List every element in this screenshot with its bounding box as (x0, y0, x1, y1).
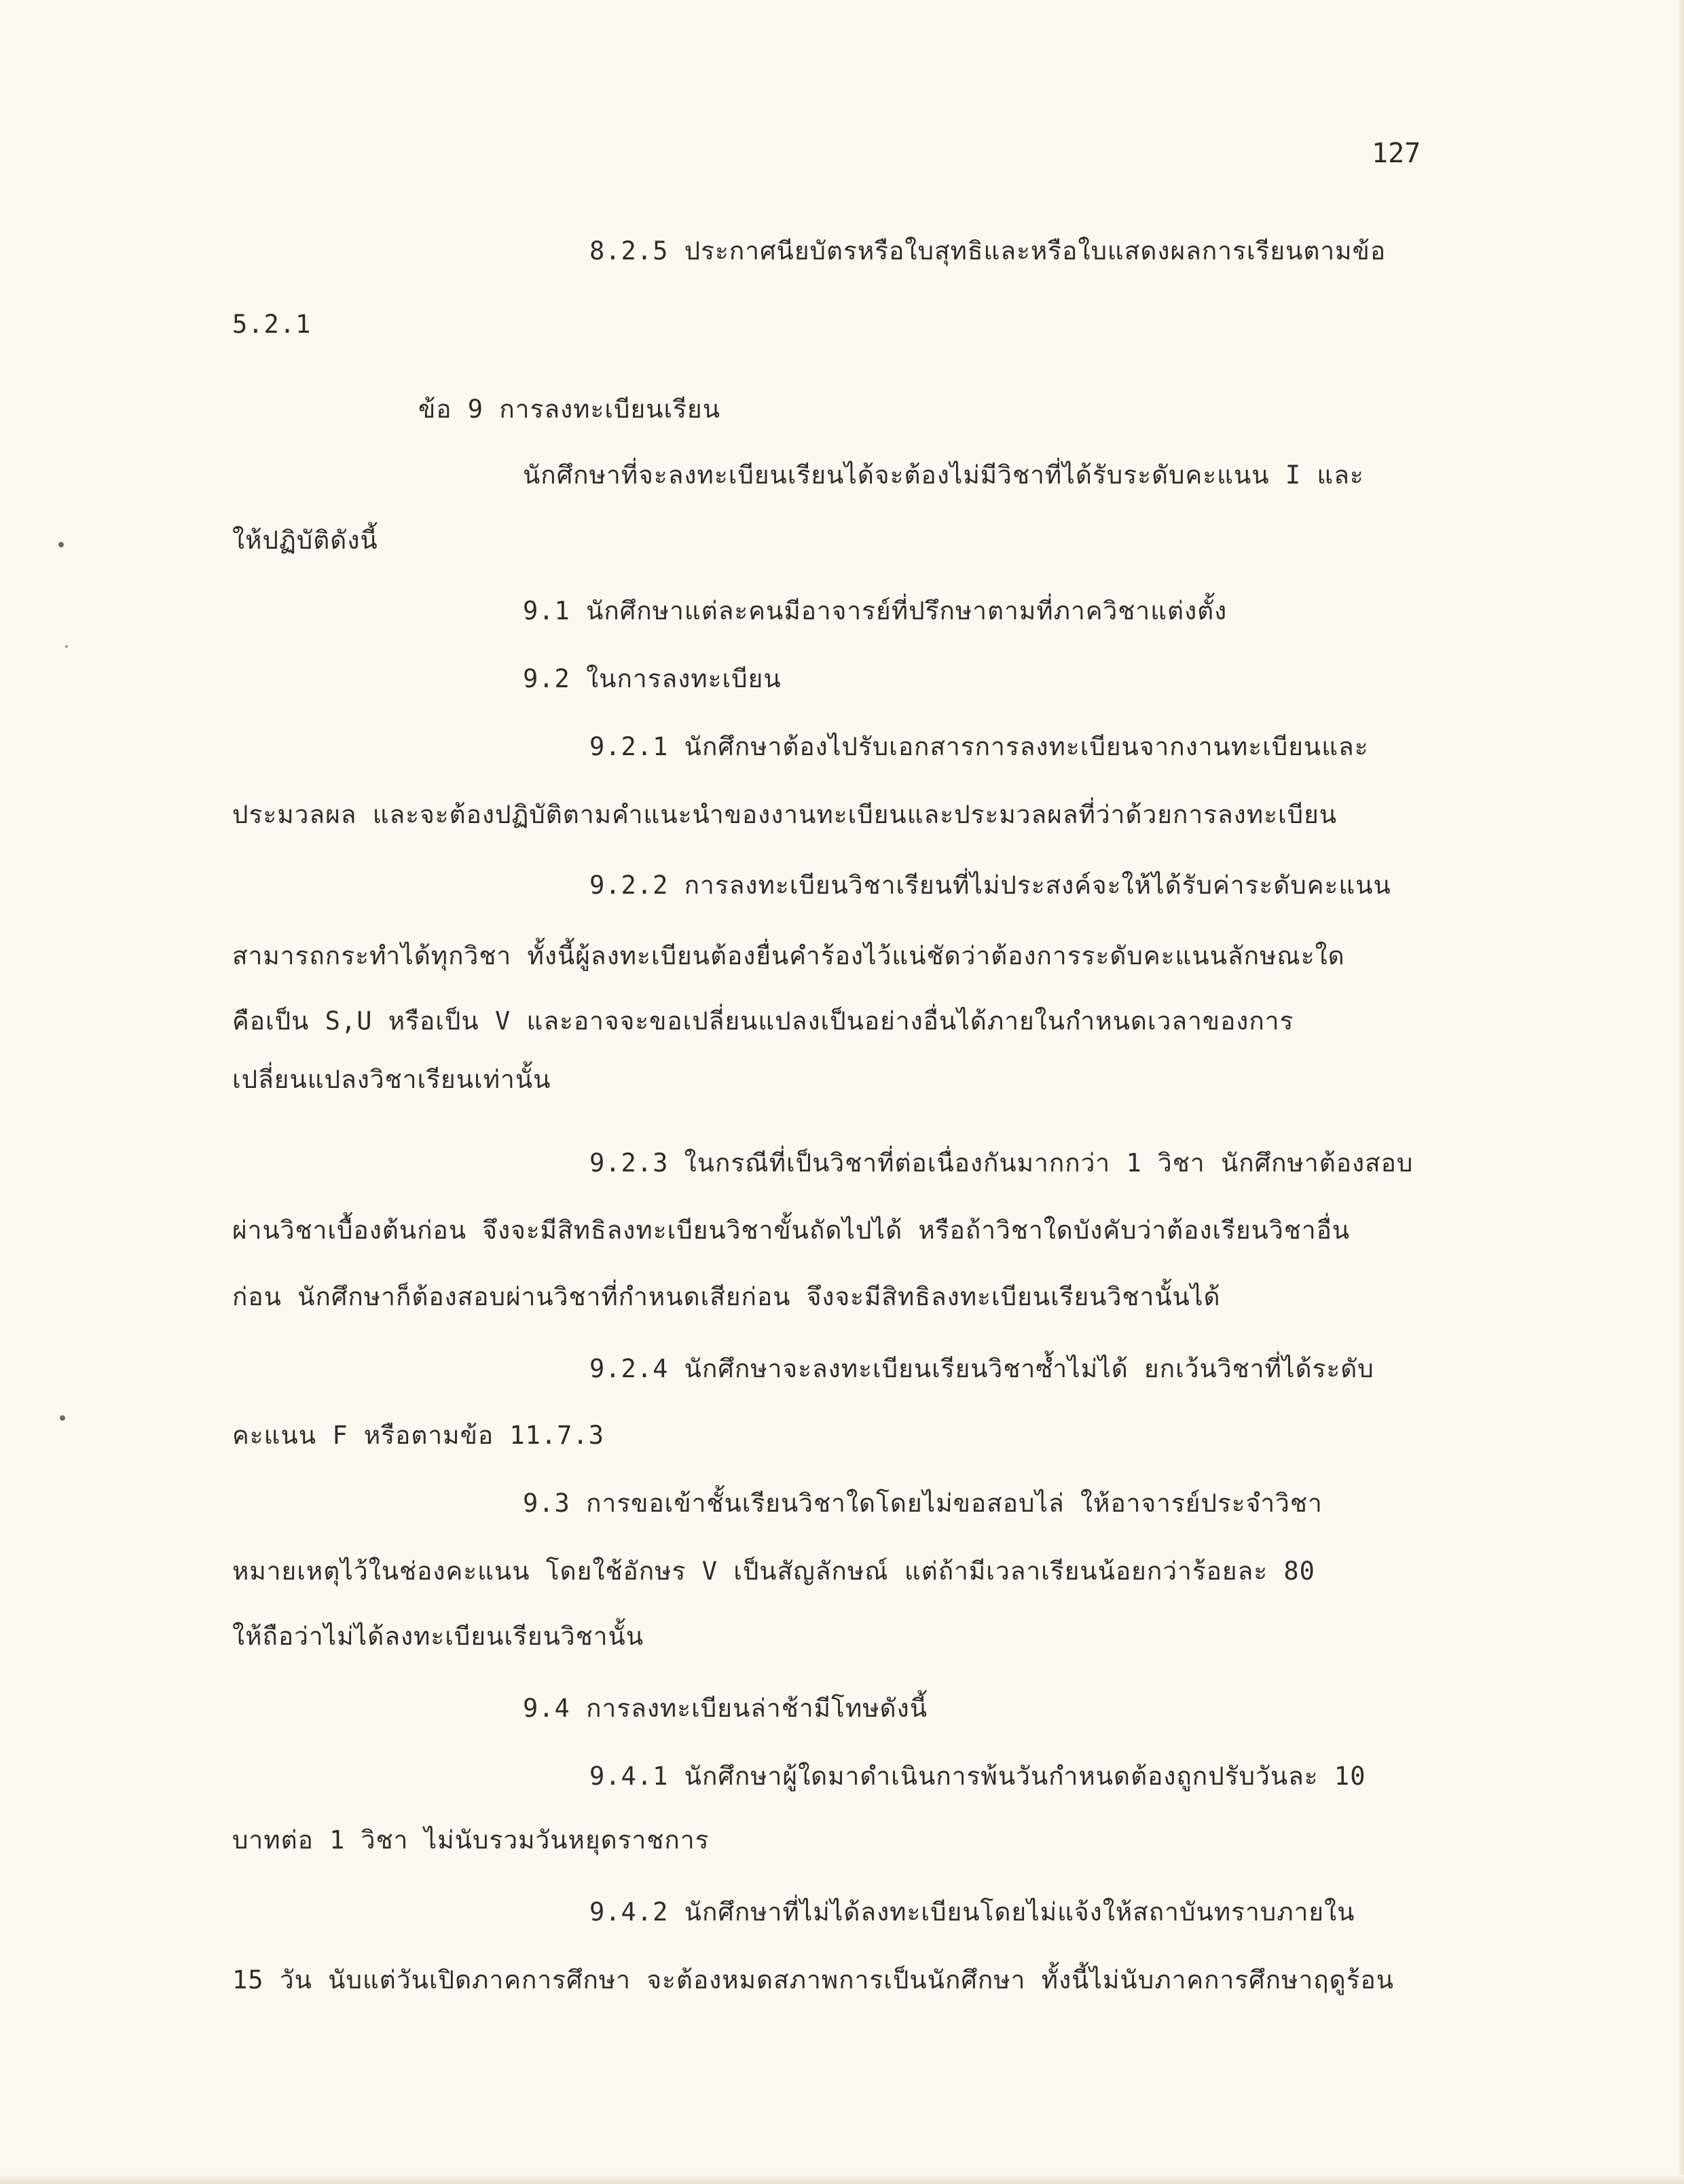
text-line: 9.3 การขอเข้าชั้นเรียนวิชาใดโดยไม่ขอสอบไล่ ให้อาจารย์ประจำวิชา (523, 1489, 1323, 1518)
text-line: 15 วัน นับแต่วันเปิดภาคการศึกษา จะต้องหมดสภาพการเป็นนักศึกษา ทั้งนี้ไม่นับภาคการศึกษาฤดูร้อน (232, 1965, 1395, 1995)
text-line: เปลี่ยนแปลงวิชาเรียนเท่านั้น (232, 1065, 551, 1094)
text-line: สามารถกระทำได้ทุกวิชา ทั้งนี้ผู้ลงทะเบียนต้องยื่นคำร้องไว้แน่ชัดว่าต้องการระดับคะแนนลักษณะใด (232, 941, 1345, 970)
text-line: 9.2.1 นักศึกษาต้องไปรับเอกสารการลงทะเบียนจากงานทะเบียนและ (589, 732, 1369, 761)
text-line: 8.2.5 ประกาศนียบัตรหรือใบสุทธิและหรือใบแสดงผลการเรียนตามข้อ (589, 236, 1387, 266)
scan-speck (60, 1415, 65, 1421)
text-line: ก่อน นักศึกษาก็ต้องสอบผ่านวิชาที่กำหนดเสียก่อน จึงจะมีสิทธิลงทะเบียนเรียนวิชานั้นได้ (232, 1282, 1221, 1311)
text-line: 9.2.2 การลงทะเบียนวิชาเรียนที่ไม่ประสงค์จะให้ได้รับค่าระดับคะแนน (589, 871, 1391, 900)
text-line: 9.2.3 ในกรณีที่เป็นวิชาที่ต่อเนื่องกันมากกว่า 1 วิชา นักศึกษาต้องสอบ (589, 1148, 1414, 1178)
section-heading: ข้อ 9 การลงทะเบียนเรียน (418, 395, 720, 424)
page-number: 127 (1372, 138, 1421, 169)
page-edge-bottom (0, 2174, 1684, 2184)
text-line: คะแนน F หรือตามข้อ 11.7.3 (232, 1421, 605, 1450)
page-edge-right (1677, 0, 1684, 2184)
text-line: ให้ถือว่าไม่ได้ลงทะเบียนเรียนวิชานั้น (232, 1622, 644, 1651)
text-line: 9.4.2 นักศึกษาที่ไม่ได้ลงทะเบียนโดยไม่แจ้งให้สถาบันทราบภายใน (589, 1897, 1355, 1927)
text-line: ประมวลผล และจะต้องปฏิบัติตามคำแนะนำของงานทะเบียนและประมวลผลที่ว่าด้วยการลงทะเบียน (232, 800, 1338, 829)
text-line: นักศึกษาที่จะลงทะเบียนเรียนได้จะต้องไม่มีวิชาที่ได้รับระดับคะแนน I และ (523, 460, 1364, 490)
text-line: 9.4.1 นักศึกษาผู้ใดมาดำเนินการพ้นวันกำหนดต้องถูกปรับวันละ 10 (589, 1762, 1366, 1791)
text-line: 9.4 การลงทะเบียนล่าช้ามีโทษดังนี้ (523, 1694, 928, 1723)
text-line: ผ่านวิชาเบื้องต้นก่อน จึงจะมีสิทธิลงทะเบียนวิชาขั้นถัดไปได้ หรือถ้าวิชาใดบังคับว่าต้องเรียนวิชาอื่น (232, 1216, 1351, 1245)
text-line: บาทต่อ 1 วิชา ไม่นับรวมวันหยุดราชการ (232, 1825, 710, 1855)
text-line: 9.1 นักศึกษาแต่ละคนมีอาจารย์ที่ปรึกษาตามที่ภาควิชาแต่งตั้ง (523, 596, 1228, 625)
text-line: หมายเหตุไว้ในช่องคะแนน โดยใช้อักษร V เป็นสัญลักษณ์ แต่ถ้ามีเวลาเรียนน้อยกว่าร้อยละ 80 (232, 1557, 1315, 1586)
text-line: คือเป็น S,U หรือเป็น V และอาจจะขอเปลี่ยนแปลงเป็นอย่างอื่นได้ภายในกำหนดเวลาของการ (232, 1006, 1294, 1036)
scan-speck (65, 645, 68, 648)
text-line: 9.2 ในการลงทะเบียน (523, 664, 782, 693)
text-line: 9.2.4 นักศึกษาจะลงทะเบียนเรียนวิชาซ้ำไม่ได้ ยกเว้นวิชาที่ได้ระดับ (589, 1354, 1374, 1383)
text-line: ให้ปฏิบัติดังนี้ (232, 526, 378, 555)
scan-speck (58, 542, 64, 547)
text-line: 5.2.1 (232, 310, 312, 339)
